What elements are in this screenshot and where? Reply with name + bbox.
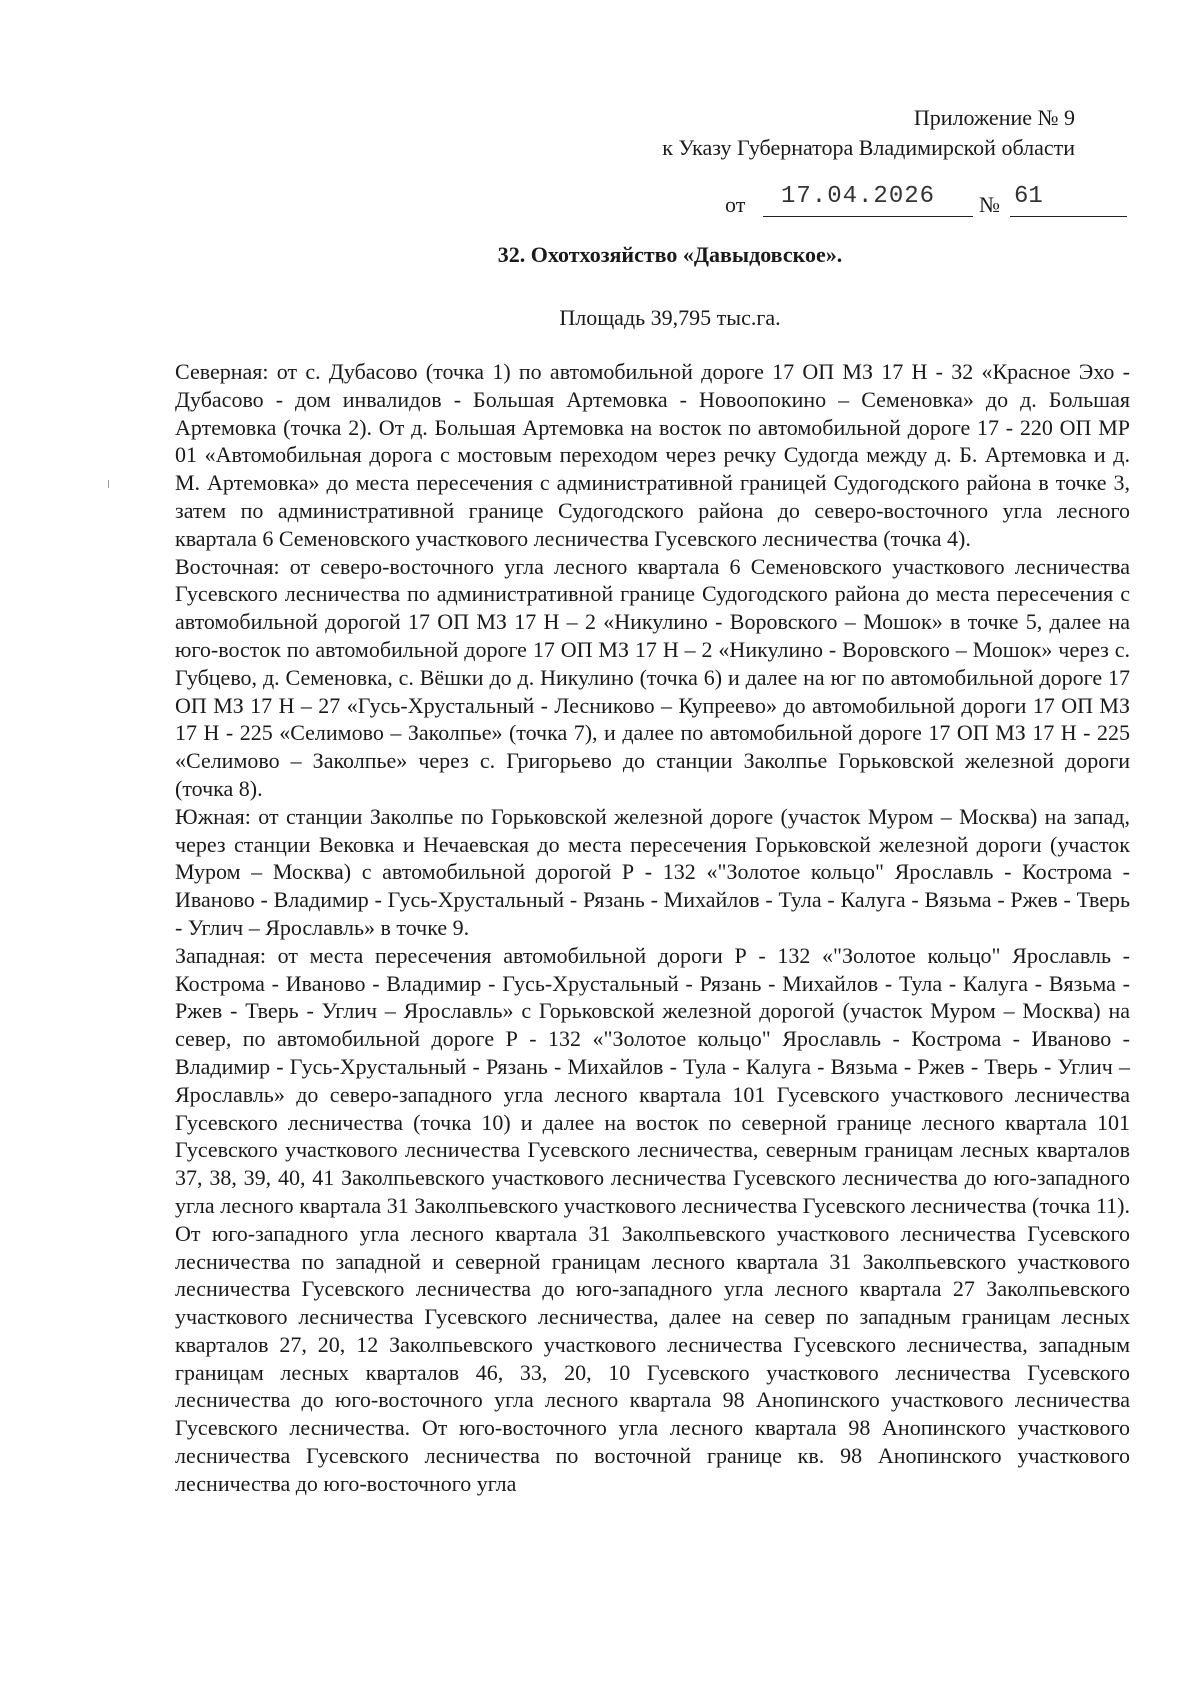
number-prefix: № xyxy=(979,192,1000,217)
eastern-boundary-paragraph: Восточная: от северо-восточного угла лесного квартала 6 Семеновского участкового лесничества Гусевского лесничества по административной границе Судогодского района до места пересечения с автомобильной дорогой 17 ОП МЗ 17 Н – 2 «Никулино - Воровского – Мошок» в точке 5, далее на юго-восток по автомобильной дороге 17 ОП МЗ 17 Н – 2 «Никулино - Воровского – Мошок» через с. Губцево, д. Семеновка, с. Вёшки до д. Никулино (точка 6) и далее на юг по автомобильной дороге 17 ОП МЗ 17 Н – 27 «Гусь-Хрустальный - Лесниково – Купреево» до автомобильной дороги 17 ОП МЗ 17 Н - 225 «Селимово – Заколпье» (точка 7), и далее по автомобильной дороге 17 ОП МЗ 17 Н - 225 «Селимово – Заколпье» через с. Григорьево до станции Заколпье Горьковской железной дороги (точка 8). xyxy=(175,553,1130,801)
date-value: 17.04.2026 xyxy=(781,183,936,210)
number-field xyxy=(1010,180,1127,217)
scan-artifact-mark xyxy=(108,480,109,488)
boundary-description xyxy=(175,358,1130,1498)
decree-date-line xyxy=(725,180,1125,220)
northern-boundary-paragraph: Северная: от с. Дубасово (точка 1) по автомобильной дороге 17 ОП МЗ 17 Н - 32 «Красное Эхо - Дубасово - дом инвалидов - Большая Артемовка - Новоопокино – Семеновка» до д. Большая Артемовка (точка 2). От д. Большая Артемовка на восток по автомобильной дороге 17 - 220 ОП МР 01 «Автомобильная дорога с мостовым переходом через речку Судогда между д. Б. Артемовка и д. М. Артемовка» до места пересечения с административной границей Судогодского района в точке 3, затем по административной границе Судогодского района до северо-восточного угла лесного квартала 6 Семеновского участкового лесничества Гусевского лесничества (точка 4). xyxy=(175,359,1130,551)
number-value: 61 xyxy=(1014,183,1043,210)
appendix-number: Приложение № 9 xyxy=(913,105,1075,130)
document-title: 32. Охотхозяйство «Давыдовское». xyxy=(497,242,843,267)
southern-boundary-paragraph: Южная: от станции Заколпье по Горьковской железной дороге (участок Муром – Москва) на запад, через станции Вековка и Нечаевская до места пересечения Горьковской железной дороги (участок Муром – Москва) с автомобильной дорогой Р - 132 «"Золотое кольцо" Ярославль - Кострома - Иваново - Владимир - Гусь-Хрустальный - Рязань - Михайлов - Тула - Калуга - Вязьма - Ржев - Тверь - Углич – Ярославль» в точке 9. xyxy=(175,803,1130,940)
area-statement: Площадь 39,795 тыс.га. xyxy=(559,305,781,330)
western-boundary-paragraph: Западная: от места пересечения автомобильной дороги Р - 132 «"Золотое кольцо" Ярославль - Кострома - Иваново - Владимир - Гусь-Хрустальный - Рязань - Михайлов - Тула - Калуга - Вязьма - Ржев - Тверь - Углич – Ярославль» с Горьковской железной дорогой (участок Муром – Москва) на север, по автомобильной дороге Р - 132 «"Золотое кольцо" Ярославль - Кострома - Иваново - Владимир - Гусь-Хрустальный - Рязань - Михайлов - Тула - Калуга - Вязьма - Ржев - Тверь - Углич – Ярославль» до северо-западного угла лесного квартала 101 Гусевского участкового лесничества Гусевского лесничества (точка 10) и далее на восток по северной границе лесного квартала 101 Гусевского участкового лесничества Гусевского лесничества, северным границам лесных кварталов 37, 38, 39, 40, 41 Заколпьевского участкового лесничества Гусевского лесничества до юго-западного угла лесного квартала 31 Заколпьевского участкового лесничества Гусевского лесничества (точка 11). От юго-западного угла лесного квартала 31 Заколпьевского участкового лесничества Гусевского лесничества по западной и северной границам лесного квартала 31 Заколпьевского участкового лесничества Гусевского лесничества до юго-западного угла лесного квартала 27 Заколпьевского участкового лесничества Гусевского лесничества, далее на север по западным границам лесных кварталов 27, 20, 12 Заколпьевского участкового лесничества Гусевского лесничества, западным границам лесных кварталов 46, 33, 20, 10 Гусевского участкового лесничества Гусевского лесничества до юго-восточного угла лесного квартала 98 Анопинского участкового лесничества Гусевского лесничества. От юго-восточного угла лесного квартала 98 Анопинского участкового лесничества Гусевского лесничества по восточной границе кв. 98 Анопинского участкового лесничества до юго-восточного угла xyxy=(175,942,1130,1496)
date-field xyxy=(763,180,973,217)
appendix-header xyxy=(662,103,1075,163)
appendix-decree-reference: к Указу Губернатора Владимирской области xyxy=(662,135,1075,160)
date-prefix: от xyxy=(725,192,746,217)
